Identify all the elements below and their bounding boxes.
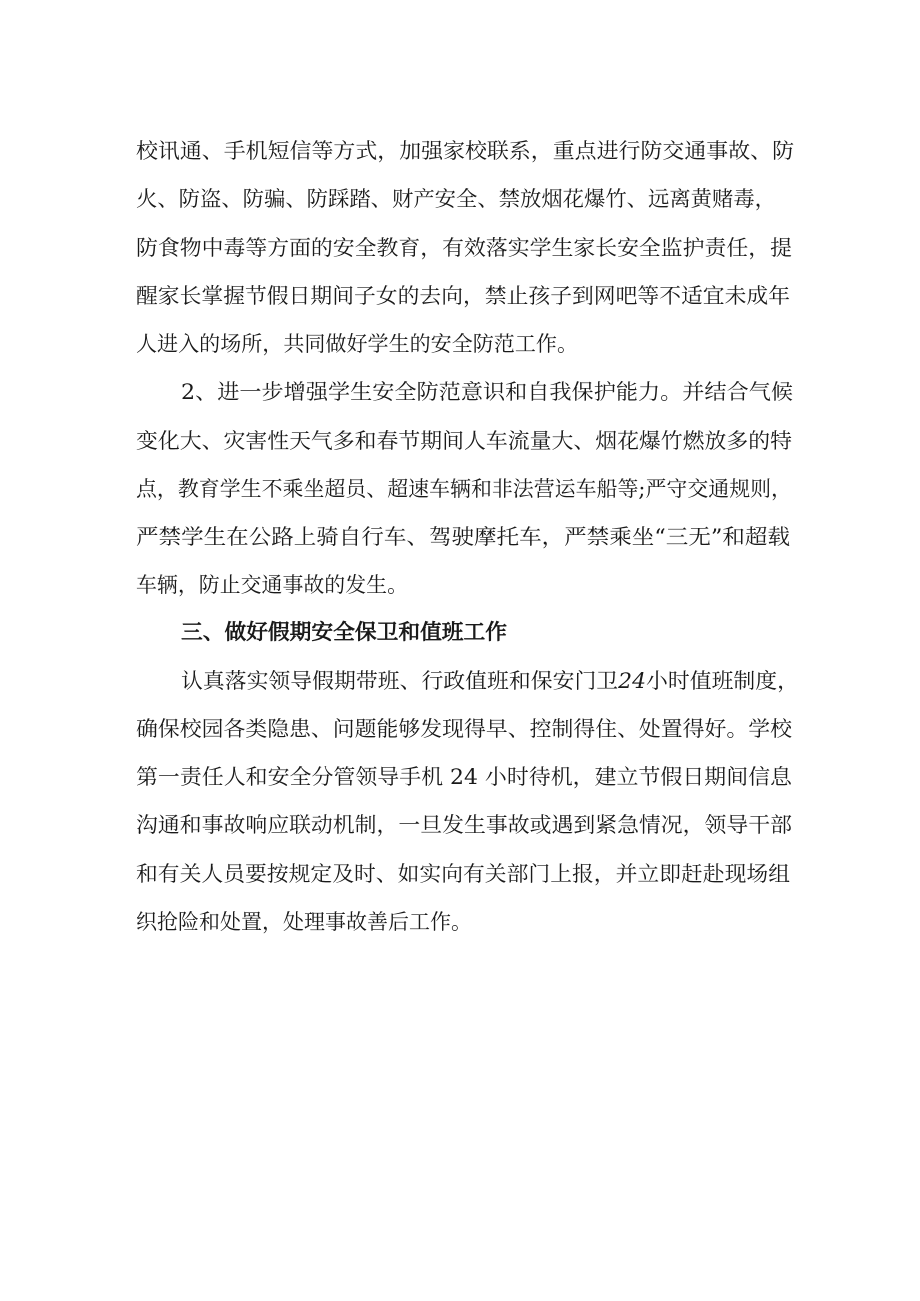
section-heading [0,612,920,652]
paragraph-line [0,372,920,412]
paragraph-line [0,709,920,749]
number-24: 24 [618,669,646,693]
paragraph-text: 醒家长掌握节假日期间子女的去向，禁止孩子到网吧等不适宜未成年 [136,284,790,308]
paragraph-text: 点，教育学生不乘坐超员、超速车辆和非法营运车船等;严守交通规则， [136,477,792,501]
paragraph-line [0,276,920,316]
paragraph-line [0,854,920,894]
paragraph-line [0,757,920,797]
paragraph-text: 严禁学生在公路上骑自行车、驾驶摩托车，严禁乘坐“三无”和超载 [136,525,790,549]
paragraph-text: 校讯通、手机短信等方式，加强家校联系，重点进行防交通事故、防 [136,139,794,163]
paragraph-line [0,902,920,942]
paragraph-text-segment: 小时值班制度， [645,669,799,693]
paragraph-text: 织抢险和处置，处理事故善后工作。 [136,910,472,934]
paragraph-line [0,324,920,364]
paragraph-line [0,565,920,605]
paragraph-line [0,179,920,219]
section-heading-text: 三、做好假期安全保卫和值班工作 [181,620,508,644]
paragraph-line [0,421,920,461]
paragraph-text: 防食物中毒等方面的安全教育，有效落实学生家长安全监护责任，提 [136,236,793,260]
paragraph-text-segment: 认真落实领导假期带班、行政值班和保安门卫 [181,669,619,693]
paragraph-text: 确保校园各类隐患、问题能够发现得早、控制得住、处置得好。学校 [136,717,793,741]
paragraph-text: 2、进一步增强学生安全防范意识和自我保护能力。并结合气候 [181,380,793,404]
paragraph-text: 变化大、灾害性天气多和春节期间人车流量大、烟花爆竹燃放多的特 [136,429,793,453]
paragraph-text: 和有关人员要按规定及时、如实向有关部门上报，并立即赶赴现场组 [136,862,790,886]
paragraph-line [0,517,920,557]
paragraph-line [0,228,920,268]
paragraph-text: 第一责任人和安全分管领导手机 24 小时待机，建立节假日期间信息 [136,765,792,789]
paragraph-line [0,469,920,509]
paragraph-line [0,805,920,845]
paragraph-text: 车辆，防止交通事故的发生。 [136,573,408,597]
paragraph-text: 人进入的场所，共同做好学生的安全防范工作。 [136,332,578,356]
paragraph-line [0,131,920,171]
paragraph-text: 沟通和事故响应联动机制，一旦发生事故或遇到紧急情况，领导干部 [136,813,793,837]
paragraph-line [0,661,920,701]
paragraph-text: 火、防盗、防骗、防踩踏、财产安全、禁放烟花爆竹、远离黄赌毒， [136,187,777,211]
paragraph-text [181,661,799,701]
